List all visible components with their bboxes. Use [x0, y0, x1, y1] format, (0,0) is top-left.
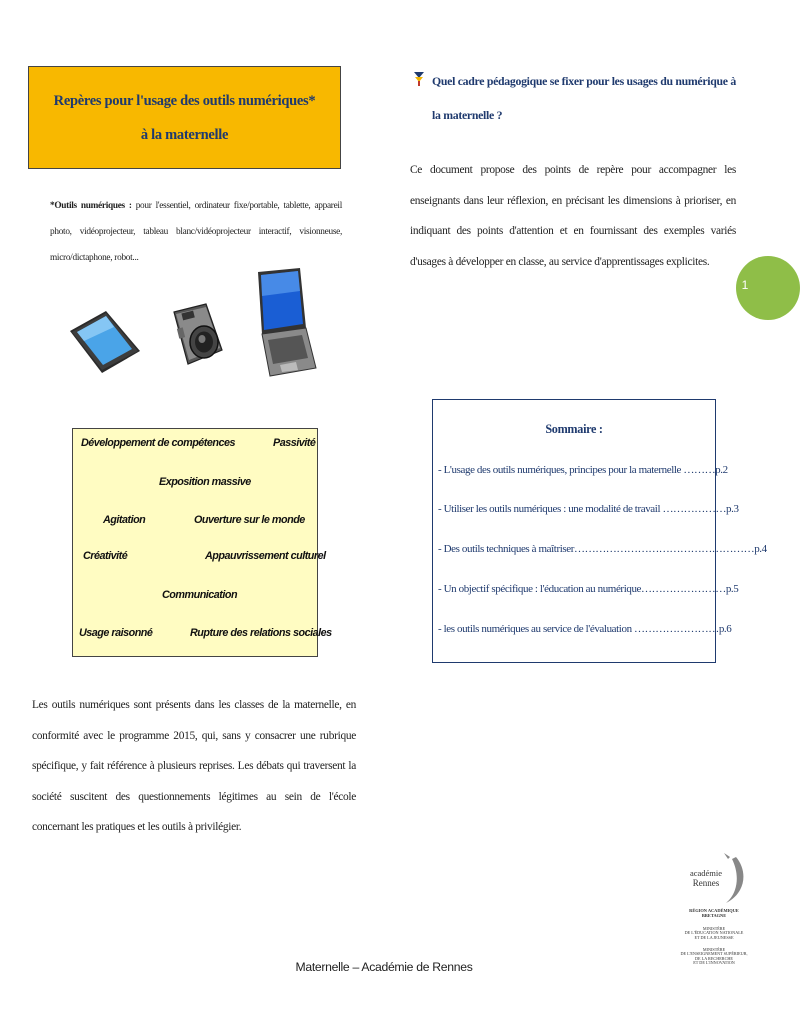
summary-item-p3[interactable]: - Utiliser les outils numériques : une modalité de travail ………………p.3 [438, 503, 739, 515]
keyword-exposition: Exposition massive [159, 476, 251, 488]
logo-rennes: Rennes [692, 878, 720, 888]
logo-ministry-research: MINISTÈRE DE L'ENSEIGNEMENT SUPÉRIEUR, DE LA RECHERCHE ET DE L'INNOVATION [680, 947, 748, 966]
logo-region-2: BRETAGNE [701, 913, 727, 918]
keyword-communication: Communication [162, 589, 238, 601]
summary-box [432, 399, 767, 663]
keyword-agitation: Agitation [103, 514, 146, 526]
summary-title: Sommaire : [545, 422, 603, 436]
summary-item-p6[interactable]: - les outils numériques au service de l'évaluation ……………………p.6 [438, 623, 732, 635]
page-number: 1 [741, 278, 749, 292]
keyword-box [72, 428, 332, 657]
intro-paragraph: Les outils numériques sont présents dans les classes de la maternelle, en conformité avec le programme 2015, qui, sans y consacrer une rubrique spécifique, y fait référence à plusieurs reprises. Les débats qui traversent la société suscitent des questionnements légitimes au sein de l'école concernant les pratiques et les outils à privilégier. [32, 699, 356, 834]
keyword-appauvrissement: Appauvrissement culturel [205, 550, 326, 562]
keyword-rupture: Rupture des relations sociales [190, 627, 332, 639]
summary-item-p5[interactable]: - Un objectif spécifique : l'éducation au numérique……………………p.5 [438, 583, 739, 595]
summary-item-p2[interactable]: - L'usage des outils numériques, principes pour la maternelle ………p.2 [438, 464, 728, 476]
logo-academie: académie [689, 868, 723, 878]
keyword-passivite: Passivité [273, 437, 316, 449]
pushpin-bullet-icon [412, 70, 426, 86]
question-text: Quel cadre pédagogique se fixer pour les usages du numérique à la maternelle ? [432, 74, 736, 122]
title-box [28, 66, 341, 169]
keyword-creativite: Créativité [83, 550, 128, 562]
tools-footnote [50, 193, 342, 271]
logo-ministry-education: MINISTÈRE DE L'ÉDUCATION NATIONALE ET DE LA JEUNESSE [684, 926, 744, 940]
page-footer: Maternelle – Académie de Rennes [295, 960, 473, 974]
tablet-illustration [66, 305, 144, 375]
title-line-2: à la maternelle [140, 126, 229, 143]
question-heading [412, 64, 736, 132]
keyword-usage-raisonne: Usage raisonné [79, 627, 153, 639]
purpose-paragraph: Ce document propose des points de repère pour accompagner les enseignants dans leur réflexion, en précisant les dimensions à prioriser, en indiquant des points d'attention et en fournissant des exemples variés d'usages à développer en classe, au service d'apprentissages explicites. [410, 164, 736, 268]
title-line-1: Repères pour l'usage des outils numériques* [53, 92, 316, 109]
summary-item-p4[interactable]: - Des outils techniques à maîtriser……………………………………………p.4 [438, 543, 767, 555]
logo-region: RÉGION ACADÉMIQUE [689, 908, 739, 913]
keyword-ouverture: Ouverture sur le monde [194, 514, 305, 526]
keyword-developpement: Développement de compétences [81, 437, 236, 449]
footnote-label: *Outils numériques : [50, 201, 132, 211]
footnote-text: pour l'essentiel, ordinateur fixe/portable, tablette, appareil photo, vidéoprojecteur, tableau blanc/vidéoprojecteur interactif, visionneuse, micro/dictaphone, robot... [50, 201, 342, 263]
camera-illustration [168, 298, 226, 376]
laptop-illustration [250, 266, 318, 381]
